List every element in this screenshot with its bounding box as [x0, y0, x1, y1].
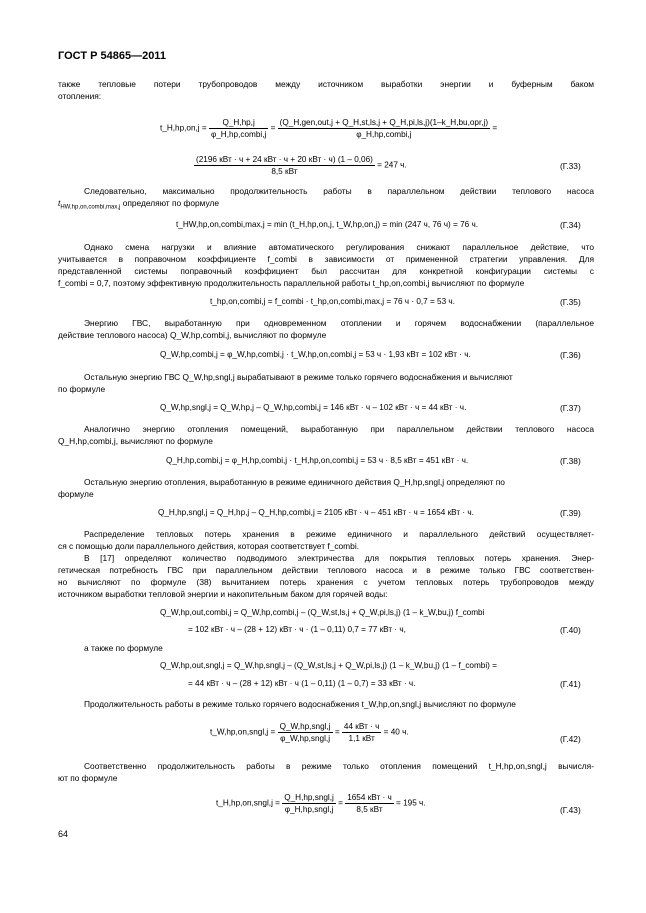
- equation-number: (Г.40): [560, 625, 581, 635]
- denominator: 8,5 кВт: [271, 167, 298, 176]
- denominator: φ_H,hp,combi,j: [356, 130, 412, 139]
- numerator: 1654 кВт · ч: [347, 793, 392, 802]
- paragraph-line: Q_H,hp,combi,j, вычисляют по формуле: [58, 436, 213, 446]
- paragraph-line: Следовательно, максимально продолжительность работы в параллельном действии теплового насоса: [84, 186, 594, 196]
- equation-g35: t_hp,on,combi,j = f_combi · t_hp,on,combi,max,j = 76 ч · 0,7 = 53 ч.: [210, 297, 455, 306]
- page-number: 64: [58, 829, 69, 839]
- paragraph-line: учитывается в поправочном коэффициенте f_combi в зависимости от примененной стратегии управления. Для: [58, 254, 594, 264]
- paragraph-line: ют по формуле: [58, 773, 118, 783]
- paragraph-line: Распределение тепловых потерь хранения в режиме единичного и параллельного действий осуществляет-: [84, 529, 594, 539]
- equation-lhs: t_H,hp,on,sngl,j =: [216, 798, 280, 808]
- paragraph-line: Аналогично энергию отопления помещений, выработанную при параллельном действии теплового насоса: [84, 424, 594, 434]
- numerator: (Q_H,gen,out,j + Q_H,st,ls,j + Q_H,pi,ls,j)(1–k_H,bu,opr,j): [279, 118, 489, 127]
- paragraph-line: действие теплового насоса) Q_W,hp,combi,j, вычисляют по формуле: [58, 330, 327, 340]
- numerator: (2196 кВт · ч + 24 кВт · ч + 20 кВт · ч) (1 – 0,06): [196, 155, 373, 164]
- equation-g34: t_HW,hp,on,combi,max,j = min (t_H,hp,on,j, t_W,hp,on,j) = min (247 ч, 76 ч) = 76 ч.: [176, 220, 478, 229]
- paragraph-line: источником выработки тепловой энергии и накопительным баком для горячей воды:: [58, 589, 388, 599]
- paragraph-line: гетическая потребность ГВС при параллельном действии теплового насоса и в режиме только ГВС соответствен-: [58, 565, 594, 575]
- equation-g33-row2: [194, 155, 407, 176]
- paragraph-line: по формуле: [58, 384, 106, 394]
- paragraph-line: Остальную энергию ГВС Q_W,hp,sngl,j вырабатывают в режиме только горячего водоснабжения и вычисляют: [84, 372, 513, 382]
- numerator: Q_H,hp,j: [209, 118, 268, 129]
- equation-g41-row2: = 44 кВт · ч – (28 + 12) кВт · ч (1 – 0,11) (1 – 0,7) = 33 кВт · ч.: [188, 679, 416, 688]
- equation-g37: Q_W,hp,sngl,j = Q_W,hp,j – Q_W,hp,combi,j = 146 кВт · ч – 102 кВт · ч = 44 кВт · ч.: [160, 403, 467, 412]
- document-header: ГОСТ Р 54865—2011: [58, 50, 166, 62]
- paragraph-line: также тепловые потери трубопроводов между источником выработки энергии и буферным баком: [58, 79, 594, 89]
- paragraph-line: а также по формуле: [84, 643, 163, 653]
- equation-g40-row1: Q_W,hp,out,combi,j = Q_W,hp,combi,j – (Q_W,st,ls,j + Q_W,pi,ls,j) (1 – k_W,bu,j) f_combi: [160, 608, 485, 617]
- paragraph-line: Энергию ГВС, выработанную при одновременном отоплении и горячем водоснабжении (параллельное: [84, 318, 594, 328]
- denominator: φ_H,hp,sngl,j: [284, 805, 334, 814]
- equals-sign: =: [338, 798, 343, 808]
- numerator: Q_H,hp,sngl,j: [284, 793, 334, 802]
- equation-g36: Q_W,hp,combi,j = φ_W,hp,combi,j · t_W,hp,on,combi,j = 53 ч · 1,93 кВт = 102 кВт · ч.: [160, 350, 471, 359]
- equation-g41-row1: Q_W,hp,out,sngl,j = Q_W,hp,sngl,j – (Q_W,st,ls,j + Q_W,pi,ls,j) (1 – k_W,bu,j) (1 – f_combi) =: [160, 661, 497, 670]
- equation-lhs: t_H,hp,on,j =: [160, 123, 207, 133]
- denominator: 8,5 кВт: [356, 805, 383, 814]
- equation-g33-row1: [160, 118, 497, 139]
- fraction: [278, 118, 490, 139]
- equation-number: (Г.42): [560, 734, 581, 744]
- paragraph-line: ся с помощью доли параллельного действия, которая соответствует f_combi.: [58, 541, 360, 551]
- paragraph-line: В [17] определяют количество подводимого электричества для покрытия тепловых потерь хранения. Энер-: [84, 553, 594, 563]
- equation-g39: Q_H,hp,sngl,j = Q_H,hp,j – Q_H,hp,combi,j = 2105 кВт · ч – 451 кВт · ч = 1654 кВт · ч.: [158, 508, 474, 517]
- paragraph-line: но вычисляют по формуле (38) вычитанием потерь хранения с учетом тепловых потерь трубопроводов между: [58, 577, 594, 587]
- equation-g42: [210, 722, 409, 743]
- equation-number: (Г.41): [560, 679, 581, 689]
- paragraph-line: Продолжительность работы в режиме только горячего водоснабжения t_W,hp,on,sngl,j вычисляют по формуле: [84, 699, 516, 709]
- numerator: 44 кВт · ч: [343, 722, 380, 731]
- paragraph-line: Остальную энергию отопления, выработанную в режиме единичного действия Q_H,hp,sngl,j определяют по: [84, 477, 505, 487]
- paragraph-line: отопления:: [58, 91, 102, 101]
- equation-g43: [216, 793, 426, 814]
- equals-sign: =: [270, 123, 276, 133]
- equation-number: (Г.35): [560, 297, 581, 307]
- equation-result: = 247 ч.: [377, 160, 407, 170]
- fraction: [342, 722, 381, 743]
- numerator: Q_W,hp,sngl,j: [279, 722, 331, 731]
- equation-lhs: t_W,hp,on,sngl,j =: [210, 727, 276, 737]
- equation-number: (Г.36): [560, 350, 581, 360]
- equation-number: (Г.39): [560, 508, 581, 518]
- equation-g40-row2: = 102 кВт · ч – (28 + 12) кВт · ч · (1 – 0,11) 0,7 = 77 кВт · ч,: [188, 625, 406, 634]
- equation-number: (Г.38): [560, 456, 581, 466]
- denominator: φ_W,hp,sngl,j: [280, 734, 331, 743]
- paragraph-line: представленной системы поправочный коэффициент был рассчитан для конкретной конфигурации системы с: [58, 266, 594, 276]
- fraction: [194, 155, 375, 176]
- paragraph-line: Соответственно продолжительность работы в режиме только отопления помещений t_H,hp,on,sngl,j вычисля-: [84, 761, 594, 771]
- equation-number: (Г.43): [560, 805, 581, 815]
- equals-sign: =: [334, 727, 340, 737]
- equation-result: = 40 ч.: [383, 727, 409, 737]
- paragraph-line: f_combi = 0,7, поэтому эффективную продолжительность параллельной работы t_hp,on,combi,j вычисляют по формуле: [58, 278, 525, 288]
- fraction: [209, 118, 268, 139]
- paragraph-line: $t_{HW,hp,on,combi,max,j}$ определяют по формуле: [58, 198, 220, 211]
- equals-sign: =: [492, 123, 498, 133]
- paragraph-line: Однако смена нагрузки и влияние автоматического регулирования снижают параллельное действие, что: [84, 242, 594, 252]
- equation-number: (Г.34): [560, 220, 581, 230]
- equation-result: = 195 ч.: [396, 798, 426, 808]
- paragraph-text: определяют по формуле: [122, 198, 220, 208]
- denominator: φ_H,hp,combi,j: [210, 130, 267, 139]
- equation-number: (Г.37): [560, 403, 581, 413]
- equation-g38: Q_H,hp,combi,j = φ_H,hp,combi,j · t_H,hp,on,combi,j = 53 ч · 8,5 кВт = 451 кВт · ч.: [166, 456, 469, 465]
- equation-number: (Г.33): [560, 161, 581, 171]
- denominator: 1,1 кВт: [348, 734, 375, 743]
- fraction: [345, 793, 394, 814]
- fraction: [278, 722, 333, 743]
- paragraph-line: формуле: [58, 489, 94, 499]
- fraction: [282, 793, 336, 814]
